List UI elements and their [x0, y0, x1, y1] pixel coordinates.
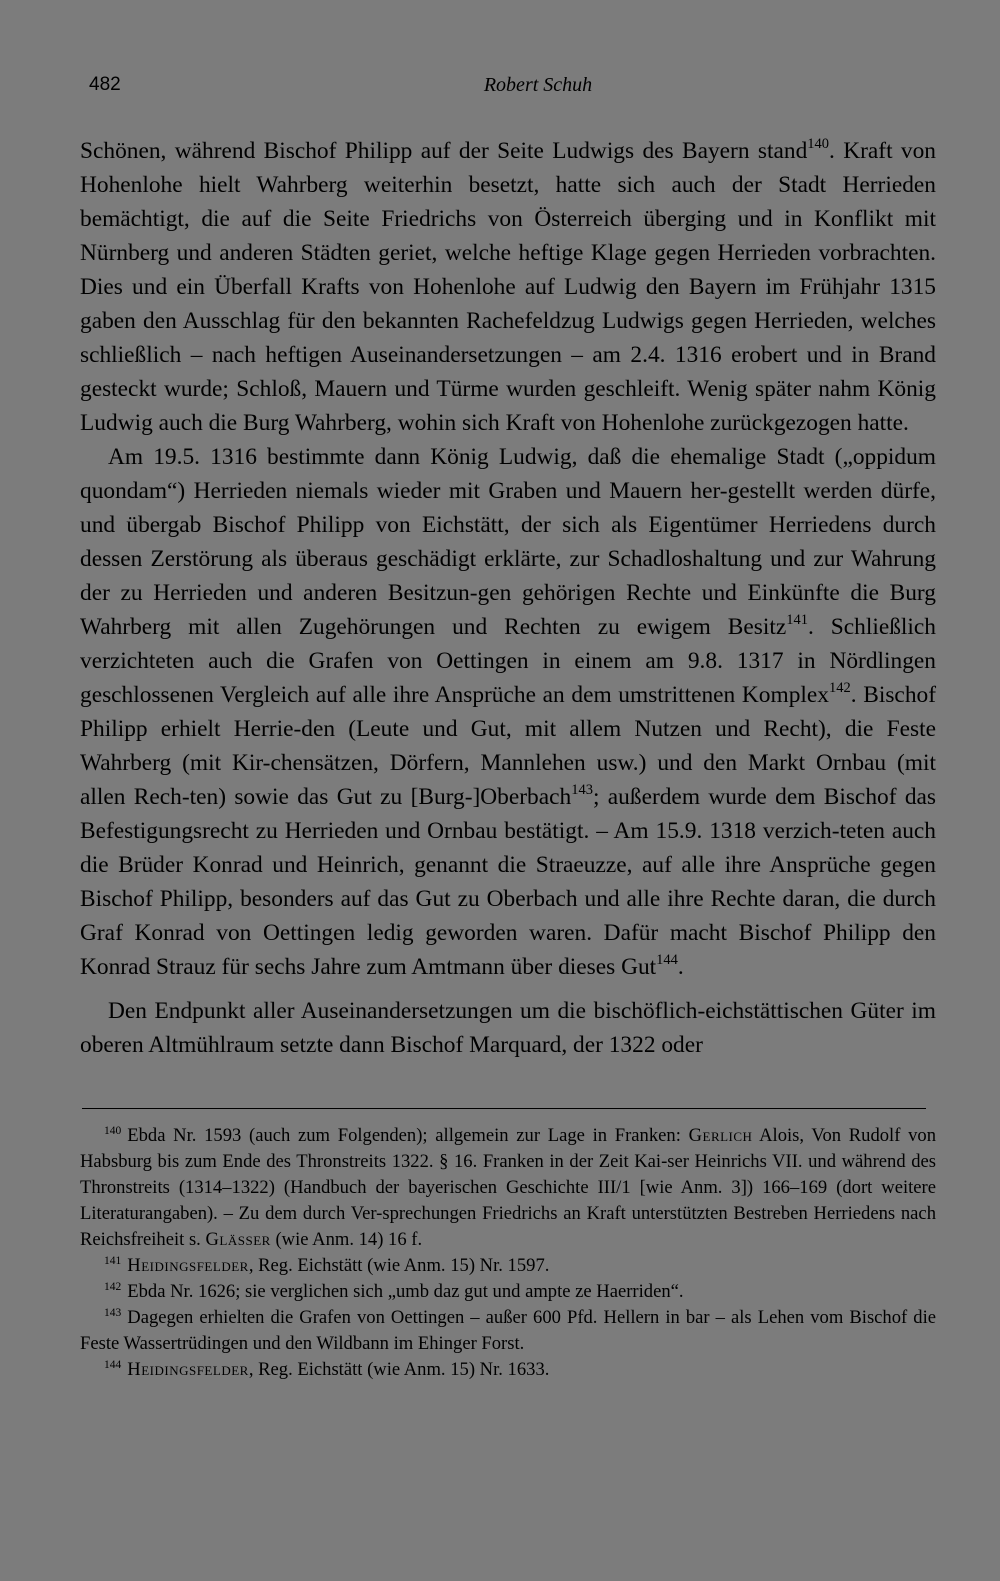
footnote-text: (wie Anm. 14) 16 f. [270, 1229, 423, 1250]
footnote-ref-140: 140 [807, 135, 830, 152]
footnote-text: , Reg. Eichstätt (wie Anm. 15) Nr. 1597. [248, 1255, 550, 1276]
footnote-number: 144 [104, 1359, 122, 1372]
footnote-141 [80, 1253, 936, 1279]
main-text [80, 134, 936, 1062]
footnote-text: , Reg. Eichstätt (wie Anm. 15) Nr. 1633. [248, 1359, 550, 1380]
footnote-ref-142: 142 [828, 679, 851, 696]
footnote-text: Ebda Nr. 1593 (auch zum Folgenden); allgemein zur Lage in Franken: [127, 1125, 689, 1146]
footnote-ref-144: 144 [656, 951, 678, 968]
footnote-number: 141 [104, 1255, 122, 1268]
text-run: . [677, 954, 684, 980]
footnote-ref-141: 141 [786, 611, 808, 628]
footnote-number: 140 [104, 1125, 122, 1138]
author-name: Gerlich [688, 1125, 753, 1146]
paragraph-2 [80, 440, 936, 984]
footnote-rule [82, 1108, 926, 1109]
text-run: ; außerdem wurde dem Bischof das Befestigungsrecht zu Herrieden und Ornbau bestätigt. – Am 15.9. 1318 verzich-teten auch die Brüder Konrad und Heinrich, genannt die Straeuzze, auf alle ihre Ansprüche gegen Bischof Philipp, besonders auf das Gut zu Oberbach und alle ihre Rechte daran, die durch Graf Konrad von Oettingen ledig geworden waren. Dafür macht Bischof Philipp den Konrad Strauz für sechs Jahre zum Amtmann über dieses Gut [80, 784, 937, 980]
author-name: Glässer [205, 1229, 271, 1250]
author-name: Heidingsfelder [127, 1255, 249, 1276]
footnote-142 [80, 1279, 936, 1305]
text-run: Schönen, während Bischof Philipp auf der Seite Ludwigs des Bayern stand [80, 138, 808, 164]
footnote-number: 142 [104, 1281, 122, 1294]
text-run: . Kraft von Hohenlohe hielt Wahrberg weiterhin besetzt, hatte sich auch der Stadt Herrieden bemächtigt, die auf die Seite Friedrichs von Österreich überging und in Konflikt mit Nürnberg und anderen Städten geriet, welche heftige Klage gegen Herrieden vorbrachten. Dies und ein Überfall Krafts von Hohenlohe auf Ludwig den Bayern im Frühjahr 1315 gaben den Ausschlag für den bekannten Rachefeldzug Ludwigs gegen Herrieden, welches schließlich – nach heftigen Auseinandersetzungen – am 2.4. 1316 erobert und in Brand gesteckt wurde; Schloß, Mauern und Türme wurden geschleift. Wenig später nahm König Ludwig auch die Burg Wahrberg, wohin sich Kraft von Hohenlohe zurückgezogen hatte. [80, 138, 937, 436]
footnote-ref-143: 143 [571, 781, 593, 798]
footnote-144 [80, 1357, 936, 1383]
footnote-143 [80, 1305, 936, 1357]
text-run: . Schließlich verzichteten auch die Grafen von Oettingen in einem am 9.8. 1317 in Nördlingen geschlossenen Vergleich auf alle ihre Ansprüche an dem umstrittenen Komplex [80, 614, 936, 708]
running-title: Robert Schuh [483, 74, 593, 96]
footnote-number: 143 [104, 1307, 122, 1320]
footnotes [80, 1123, 936, 1383]
paragraph-3: Den Endpunkt aller Auseinandersetzungen um die bischöflich-eichstättischen Güter im oberen Altmühlraum setzte dann Bischof Marquard, der 1322 oder [80, 998, 936, 1058]
text-run: Am 19.5. 1316 bestimmte dann König Ludwig, daß die ehemalige Stadt („oppidum quondam“) Herrieden niemals wieder mit Graben und Mauern her-gestellt werden dürfe, und übergab Bischof Philipp von Eichstätt, der sich als Eigentümer Herriedens durch dessen Zerstörung als überaus geschädigt erklärte, zur Schadloshaltung und zur Wahrung der zu Herrieden und anderen Besitzun-gen gehörigen Rechte und Einkünfte die Burg Wahrberg mit allen Zugehörungen und Rechten zu ewigem Besitz [80, 444, 936, 640]
paragraph-1 [80, 134, 936, 440]
footnote-text: Alois, Von Rudolf von Habsburg bis zum Ende des Thronstreits 1322. § 16. Franken in der Zeit Kai-ser Heinrichs VII. und während des Thronstreits (1314–1322) (Handbuch der bayerischen Geschichte III/1 [wie Anm. 3]) 166–169 (dort weitere Literaturangaben). – Zu dem durch Ver-sprechungen Friedrichs an Kraft unterstützten Bestreben Herriedens nach Reichsfreiheit s. [80, 1125, 937, 1250]
author-name: Heidingsfelder [127, 1359, 249, 1380]
running-head [80, 62, 936, 122]
footnote-140 [80, 1123, 936, 1253]
page-number: 482 [89, 74, 121, 95]
footnote-text: Dagegen erhielten die Grafen von Oettingen – außer 600 Pfd. Hellern in bar – als Lehen vom Bischof die Feste Wassertrüdingen und den Wildbann im Ehinger Forst. [80, 1307, 936, 1354]
footnote-text: Ebda Nr. 1626; sie verglichen sich „umb daz gut und ampte ze Haerriden“. [127, 1281, 684, 1302]
text-run: . Bischof Philipp erhielt Herrie-den (Leute und Gut, mit allem Nutzen und Recht), die Feste Wahrberg (mit Kir-chensätzen, Dörfern, Mannlehen usw.) und den Markt Ornbau (mit allen Rech-ten) sowie das Gut zu [Burg-]Oberbach [80, 682, 936, 810]
